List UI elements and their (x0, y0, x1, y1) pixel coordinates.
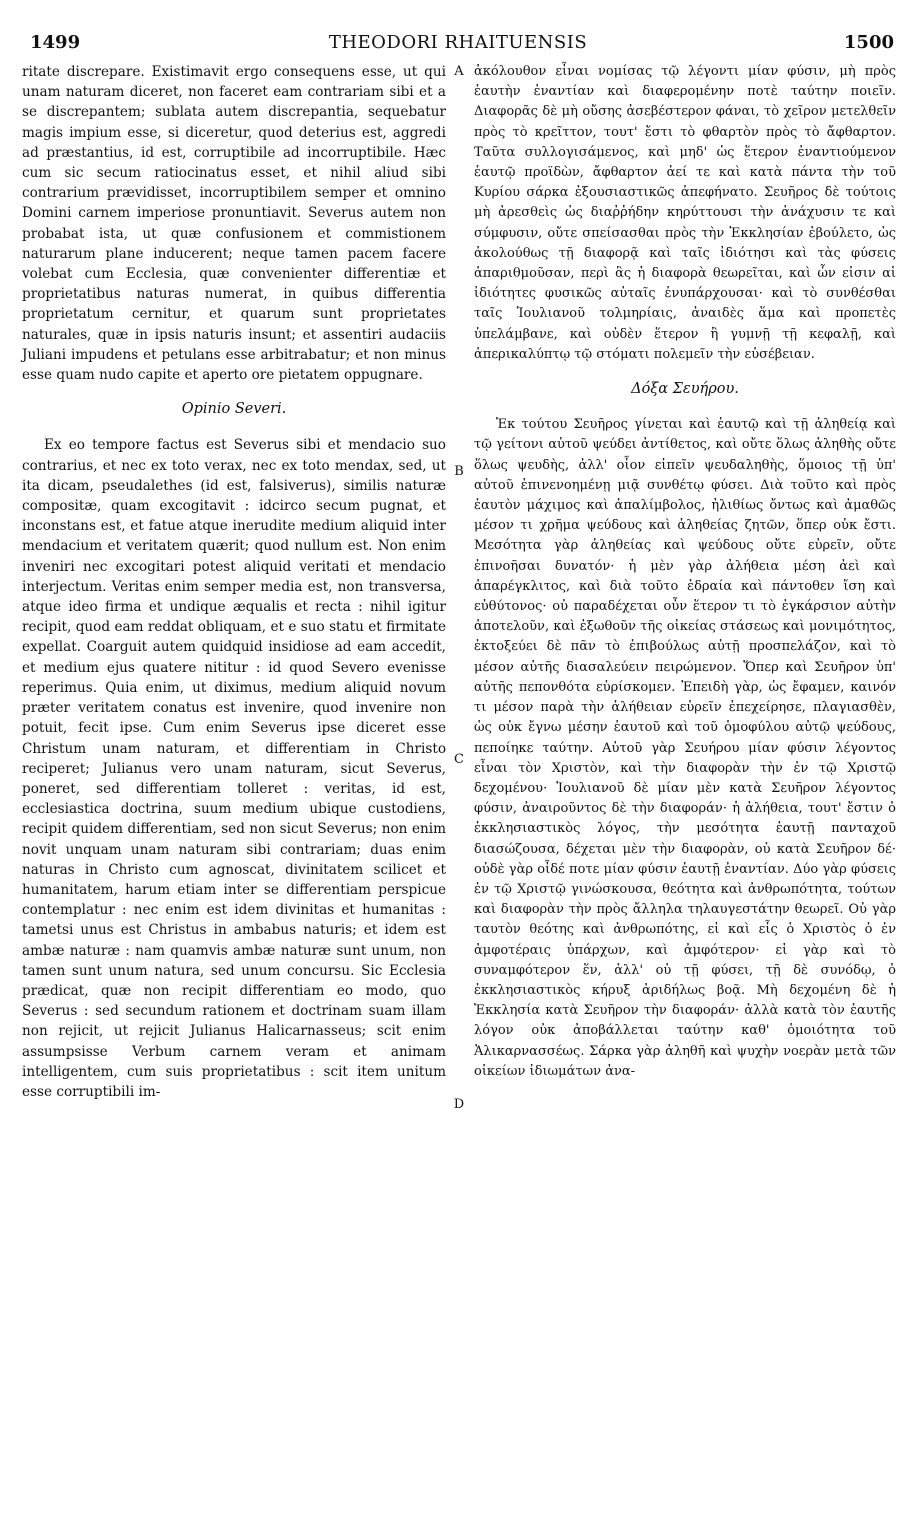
greek-paragraph-1: ἀκόλουθον εἶναι νομίσας τῷ λέγοντι μίαν φύσιν, μὴ πρὸς ἑαυτὴν ἐναντίαν καὶ διαφερομένην ποτὲ ταύτην ποιεῖν. Διαφορᾶς δὲ μὴ οὔσης ἀσεβέστερον φάναι, τὸ χεῖρον μετελθεῖν πρὸς τὸ κρεῖττον, τουτ' ἔστι τὸ φθαρτὸν πρὸς τὸ ἄφθαρτον. Ταῦτα συλλογισάμενος, καὶ μηδ' ὡς ἕτερον ἐναντιούμενον ἑαυτῷ προϊδὼν, ἄφθαρτον ἀεί τε καὶ κατὰ πάντα τὴν τοῦ Κυρίου σάρκα ἐξουσιαστικῶς ἀπεφήνατο. Σευῆρος δὲ τούτοις μὴ ἀρεσθεὶς ὡς διαῤῥήδην κηρύττουσι τὴν ἀνάχυσιν τε καὶ σύμφυσιν, οὔτε σπείσασθαι πρὸς τὴν Ἐκκλησίαν ἐβούλετο, ὡς ἀκολούθως τῇ διαφορᾷ καὶ ταῖς ἰδιότησι καὶ τὰς φύσεις ἀπαριθμοῦσαν, περὶ ἃς ἡ διαφορὰ θεωρεῖται, καὶ ὧν εἰσιν αἱ ἰδιότητες φυσικῶς αὐταῖς ἐνυπάρχουσαι· καὶ τὸ συνθέσθαι ταῖς Ἰουλιανοῦ τολμηρίαις, ἀναιδὲς ἅμα καὶ προπετὲς ὑπελάμβανε, καὶ οὐδὲν ἕτερον ἢ γυμνῇ τῇ κεφαλῇ, καὶ ἀπερικαλύπτῳ τῷ στόματι πολεμεῖν τὴν εὐσέβειαν. (474, 64, 896, 362)
margin-letter-c: C (454, 752, 464, 767)
margin-letter-b: B (454, 464, 464, 479)
margin-letter-a: A (454, 64, 464, 79)
greek-column (474, 62, 896, 1082)
running-title: THEODORI RHAITUENSIS (328, 32, 588, 53)
latin-paragraph-1: ritate discrepare. Existimavit ergo consequens esse, ut qui unam naturam diceret, non faceret eam contrariam sibi et a se discrepantem; sublata autem discrepantia, sequebatur magis impium esse, si diceretur, quod deterius est, aggredi ad præstantius, id est, corruptibile ad incorruptibile. Hæc cum sic secum ratiocinatus esset, et nihil aliud sibi contrarium prævidisset, incorruptibilem semper et omnino Domini carnem imperiose pronuntiavit. Severus autem non probabat ista, ut quæ confusionem et commistionem naturarum plane inducerent; neque tamen pacem facere volebat cum Ecclesia, quæ convenienter differentiæ et proprietatibus naturas numerat, in quibus differentia proprietatum cernitur, et quarum sunt proprietates naturales, quæ in ipsis naturis insunt; et assentiri audaciis Juliani impudens et petulans esse arbitrabatur; et non minus esse quam nudo capite et aperto ore pietatem oppugnare. (22, 64, 446, 384)
greek-section-title: Δόξα Σευήρου. (631, 381, 739, 398)
greek-paragraph-2: Ἐκ τούτου Σευῆρος γίνεται καὶ ἑαυτῷ καὶ τῇ ἀληθείᾳ καὶ τῷ γείτονι αὐτοῦ ψεύδει ἀντίθετος, καὶ οὔτε ὅλως ἀληθὴς οὔτε ὅλως ψευδὴς, ἀλλ' οἷον εἰπεῖν ψευδαληθὴς, ὅμοιος τῇ ὑπ' αὐτοῦ ἐπινενοημένῃ μιᾷ συνθέτῳ φύσει. Διὰ τοῦτο καὶ πρὸς ἑαυτὸν μάχιμος καὶ ἀπαλίμβολος, ἠλιθίως ὄντως καὶ ἀμαθῶς μέσον τι χρῆμα ψεύδους καὶ ἀληθείας ζητῶν, ὅπερ οὐκ ἔστι. Μεσότητα γὰρ ἀληθείας καὶ ψεύδους οὔτε εὑρεῖν, οὔτε ἐπινοῆσαι δυνατόν· ἡ μὲν γὰρ ἀλήθεια μέση ἀεὶ καὶ ἀπαρέγκλιτος, καὶ διὰ τοῦτο ἑδραία καὶ πάντοθεν ἴση καὶ εὐθύτονος· οὐ παραδέχεται οὖν ἕτερον τι τὸ ἐγκάρσιον αὐτὴν ἀποτελοῦν, καὶ ἐξωθοῦν τῆς οἰκείας στάσεως καὶ μονιμότητος, ἐκτοξεύει δὲ πᾶν τὸ ἐπιβούλως αὐτῇ προσπελάζον, καὶ τὸ μέσον αὐτῆς διασαλεύειν πειρώμενον. Ὅπερ καὶ Σευῆρον ὑπ' αὐτῆς πεπονθότα εὑρίσκομεν. Ἐπειδὴ γὰρ, ὡς ἔφαμεν, καινόν τι μέσον παρὰ τὴν ἀλήθειαν εὑρεῖν ἐπεχείρησε, πλαγιασθὲν, ὡς οὐκ ἔγνω μέσην ἑαυτοῦ καὶ τοῦ ὁμοφύλου αὐτῷ ψεύδους, πεποίηκε ταύτην. Αὐτοῦ γὰρ Σευήρου μίαν φύσιν λέγοντος εἶναι τὸν Χριστὸν, καὶ τὴν διαφορὰν τὴν ἐν τῷ Χριστῷ δεχομένου· Ἰουλιανοῦ δὲ μίαν μὲν κατὰ Σευῆρον λέγοντος φύσιν, ἀναιροῦντος δὲ τὴν διαφοράν· ἡ ἀλήθεια, τουτ' ἔστιν ὁ ἐκκλησιαστικὸς λόγος, τὴν μεσότητα ἑαυτῇ πανταχοῦ διασώζουσα, δέχεται μὲν τὴν διαφορὰν, οὐ κατὰ Σευῆρον δέ· οὐδὲ γὰρ οἶδέ ποτε μίαν φύσιν ἑαυτῇ ἐναντίαν. Δύο γὰρ φύσεις ἐν τῷ Χριστῷ γινώσκουσα, θεότητα καὶ ἀνθρωπότητα, τούτων καὶ διαφορὰν τὴν πρὸς ἄλληλα τηλαυγεστάτην θεωρεῖ. Οὐ γὰρ ταυτὸν θεότης καὶ ἀνθρωπότης, εἰ καὶ εἷς ὁ Χριστὸς ὁ ἐν ἀμφοτέραις ὑπάρχων, καὶ ἀμφότερον· εἰ γὰρ καὶ τὸ συναμφότερον ἕν, ἀλλ' οὐ τῇ φύσει, τῇ δὲ συνόδῳ, ὁ ἐκκλησιαστικὸς κήρυξ ἀριδήλως βοᾷ. Μὴ δεχομένη δὲ ἡ Ἐκκλησία κατὰ Σευῆρον τὴν διαφοράν· ἀλλὰ κατὰ τὸν ἑαυτῆς λόγον οὐκ ἀποβάλλεται ταύτην καθ' ὁμοιότητα τοῦ Ἁλικαρνασσέως. Σάρκα γὰρ ἀληθῆ καὶ ψυχὴν νοερὰν μετὰ τῶν οἰκείων ἰδιωμάτων ἀνα- (474, 417, 896, 1079)
latin-column (22, 62, 446, 1102)
latin-section-title: Opinio Severi. (181, 401, 287, 418)
page-number-right: 1500 (843, 32, 894, 53)
page-number-left: 1499 (30, 32, 81, 53)
margin-letter-d: D (453, 1097, 465, 1112)
latin-paragraph-2: Ex eo tempore factus est Severus sibi et mendacio suo contrarius, et nec ex toto verax, nec ex toto mendax, sed, ut ita dicam, pseudalethes (id est, falsiverus), similis naturæ compositæ, quam excogitavit : idcirco secum pugnat, et inconstans est, et fatue atque inerudite medium aliquid inter mendacium et veritatem quærit; quod nullum est. Non enim inveniri nec excogitari potest aliquid veritati et mendacio interjectum. Veritas enim semper media est, non transversa, atque ideo firma et undique æqualis et recta : nihil igitur recipit, quod eam reddat obliquam, et e suo statu et firmitate expellat. Coarguit autem quidquid insidiose ad eam accedit, et medium ejus quatere nititur : id quod Severo evenisse reperimus. Quia enim, ut diximus, medium aliquid novum præter veritatem conatus est invenire, quod invenire non potuit, fecit ipse. Cum enim Severus ipse diceret esse Christum unam naturam, et differentiam in Christo reciperet; Julianus vero unam naturam, sicut Severus, poneret, sed differentiam tolleret : veritas, id est, ecclesiastica doctrina, suum medium ubique custodiens, recipit quidem differentiam, sed non sicut Severus; non enim novit unquam unam naturam sibi contrariam; duas enim naturas in Christo cum agnoscat, divinitatem scilicet et humanitatem, harum etiam inter se differentiam perspicue contemplatur : nec enim est idem divinitas et humanitas : tametsi unus est Christus in ambabus naturis; et idem est ambæ naturæ : nam quamvis ambæ naturæ sunt unum, non tamen sunt unum natura, sed unum concursu. Sic Ecclesia prædicat, quæ non recipit differentiam eo modo, quo Severus : sed secundum rationem et doctrinam suam illam non rejicit, ut rejicit Julianus Halicarnasseus; scit enim assumpsisse Verbum carnem veram et animam intelligentem, cum suis proprietatibus : scit item unitum esse corruptibili im- (22, 437, 446, 1100)
page-header (22, 32, 894, 58)
